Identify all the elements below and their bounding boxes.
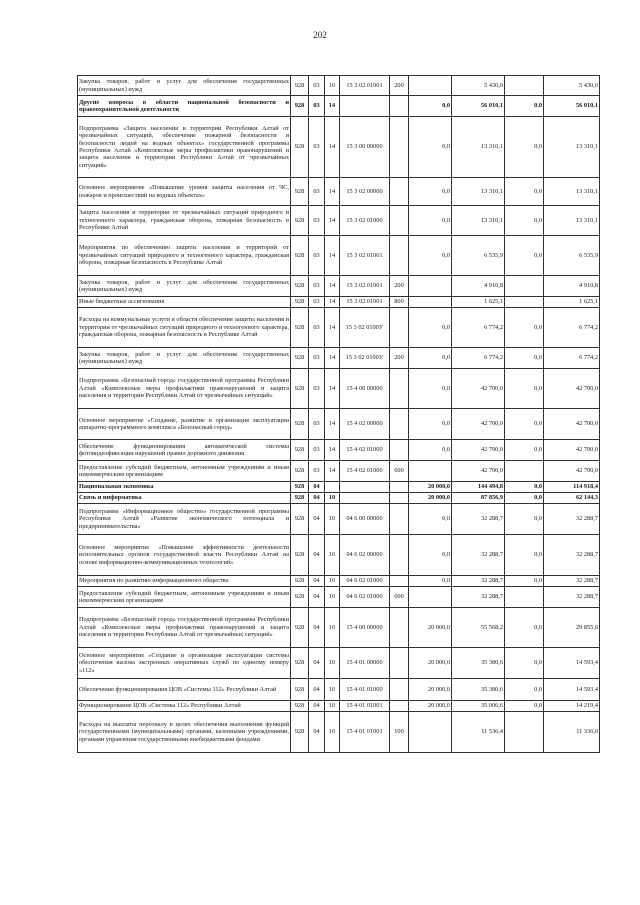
row-section-code: 04 [309, 648, 325, 679]
table-row [78, 236, 600, 276]
row-target-article: 15 3 02 0100У [340, 348, 390, 369]
row-name: Связь и информатика [78, 493, 291, 504]
row-value-2: 5 430,0 [452, 76, 505, 96]
row-subsection-code: 10 [325, 648, 340, 679]
row-target-article: 15 4 01 01001 [340, 701, 390, 712]
row-admin-code: 928 [291, 76, 309, 96]
row-section-code: 04 [309, 701, 325, 712]
row-value-1 [409, 461, 452, 482]
row-admin-code: 928 [291, 96, 309, 117]
table-row [78, 96, 600, 117]
row-name: Функционирование ЦОВ «Системы 112» Республики Алтай [78, 701, 291, 712]
row-subsection-code: 10 [325, 576, 340, 587]
row-value-3: 0,0 [505, 482, 544, 493]
row-admin-code: 928 [291, 461, 309, 482]
row-name: Другие вопросы в области национальной безопасности и правоохранительной деятельности [78, 96, 291, 117]
row-admin-code: 928 [291, 276, 309, 297]
row-value-3: 0,0 [505, 504, 544, 535]
row-name: Предоставление субсидий бюджетным, автономным учреждениям и иным некоммерческим организациям [78, 587, 291, 608]
row-name: Мероприятия по обеспечению защиты населения и территорий от чрезвычайных ситуаций природного и техногенного характера, гражданская оборона, пожарная безопасность в Республике Алтай [78, 236, 291, 276]
row-expense-type [390, 504, 409, 535]
row-value-3: 0,0 [505, 96, 544, 117]
row-value-1: 20 000,0 [409, 493, 452, 504]
row-value-3: 0,0 [505, 648, 544, 679]
table-row [78, 76, 600, 96]
row-name: Основное мероприятие «Создание, развитие и организация эксплуатации аппаратно-программного комплекса «Безопасный город» [78, 409, 291, 440]
row-value-1: 0,0 [409, 348, 452, 369]
row-expense-type [390, 206, 409, 236]
row-value-2: 13 310,1 [452, 178, 505, 206]
table-row [78, 701, 600, 712]
row-name: Расходы на выплаты персоналу в целях обеспечения выполнения функций государственными (муниципальными) органами, казенными учреждениями, органами управления государственными внебюджетными фондами [78, 712, 291, 753]
row-expense-type: 600 [390, 587, 409, 608]
row-target-article: 15 4 01 00000 [340, 648, 390, 679]
row-admin-code: 928 [291, 587, 309, 608]
row-target-article: 15 4 00 00000 [340, 608, 390, 648]
row-value-2: 32 288,7 [452, 587, 505, 608]
row-expense-type [390, 679, 409, 701]
row-value-2: 35 380,6 [452, 648, 505, 679]
table-row [78, 409, 600, 440]
row-value-2: 13 310,1 [452, 117, 505, 178]
row-subsection-code: 10 [325, 608, 340, 648]
row-section-code: 04 [309, 587, 325, 608]
row-expense-type [390, 701, 409, 712]
row-value-4: 32 288,7 [544, 504, 600, 535]
table-row [78, 178, 600, 206]
row-section-code: 03 [309, 348, 325, 369]
row-value-1: 20 000,0 [409, 608, 452, 648]
row-name: Защита населения и территории от чрезвычайных ситуаций природного и техногенного характера, гражданская оборона, пожарная безопасность в Республике Алтай [78, 206, 291, 236]
row-value-4: 114 918,4 [544, 482, 600, 493]
row-value-2: 6 774,2 [452, 348, 505, 369]
row-expense-type [390, 493, 409, 504]
row-name: Закупка товаров, работ и услуг для обеспечения государственных (муниципальных) нужд [78, 348, 291, 369]
row-expense-type [390, 648, 409, 679]
row-target-article: 15 3 02 01001 [340, 276, 390, 297]
table-row [78, 297, 600, 308]
row-section-code: 04 [309, 535, 325, 576]
row-target-article: 15 3 02 01000 [340, 206, 390, 236]
row-subsection-code: 14 [325, 440, 340, 461]
row-value-4: 14 593,4 [544, 648, 600, 679]
row-value-3: 0,0 [505, 369, 544, 409]
row-name: Подпрограмма «Безопасный город» государственной программы Республики Алтай «Комплексные меры профилактики правонарушений и защита населения и территории Республики Алтай от чрезвычайных ситуаций» [78, 369, 291, 409]
row-section-code: 04 [309, 493, 325, 504]
table-row [78, 206, 600, 236]
row-target-article [340, 493, 390, 504]
row-expense-type [390, 409, 409, 440]
row-value-4: 42 700,0 [544, 461, 600, 482]
row-value-3: 0,0 [505, 117, 544, 178]
row-value-3: 0,0 [505, 206, 544, 236]
row-name: Основное мероприятие «Повышение эффективности деятельности исполнительных органов государственной власти Республики Алтай на основе информационно-коммуникационных технологий» [78, 535, 291, 576]
row-name: Закупка товаров, работ и услуг для обеспечения государственных (муниципальных) нужд [78, 276, 291, 297]
row-name: Основное мероприятие «Создание и организация эксплуатации системы обеспечения вызова экстренных оперативных служб по единому номеру «112» [78, 648, 291, 679]
row-target-article [340, 482, 390, 493]
row-section-code: 03 [309, 76, 325, 96]
row-subsection-code: 14 [325, 117, 340, 178]
row-value-4: 42 700,0 [544, 409, 600, 440]
row-value-3: 0,0 [505, 409, 544, 440]
row-admin-code: 928 [291, 576, 309, 587]
row-admin-code: 928 [291, 178, 309, 206]
row-expense-type: 100 [390, 712, 409, 753]
row-value-1 [409, 297, 452, 308]
row-section-code: 03 [309, 96, 325, 117]
row-expense-type: 800 [390, 297, 409, 308]
row-section-code: 03 [309, 308, 325, 348]
row-value-4: 32 288,7 [544, 535, 600, 576]
row-admin-code: 928 [291, 493, 309, 504]
row-subsection-code: 14 [325, 461, 340, 482]
row-section-code: 04 [309, 482, 325, 493]
row-expense-type [390, 535, 409, 576]
row-value-1: 0,0 [409, 308, 452, 348]
row-value-4: 29 855,6 [544, 608, 600, 648]
row-section-code: 03 [309, 206, 325, 236]
row-subsection-code: 10 [325, 679, 340, 701]
row-section-code: 04 [309, 679, 325, 701]
row-value-2: 35 006,6 [452, 701, 505, 712]
row-admin-code: 928 [291, 308, 309, 348]
row-name: Обеспечение функционирования ЦОВ «Системы 112» Республики Алтай [78, 679, 291, 701]
row-value-4: 4 910,8 [544, 276, 600, 297]
row-target-article: 15 4 01 01001 [340, 712, 390, 753]
row-value-1 [409, 76, 452, 96]
row-section-code: 03 [309, 409, 325, 440]
table-row [78, 308, 600, 348]
row-value-1: 0,0 [409, 369, 452, 409]
row-value-3: 0,0 [505, 701, 544, 712]
row-name: Закупка товаров, работ и услуг для обеспечения государственных (муниципальных) нужд [78, 76, 291, 96]
row-value-2: 42 700,0 [452, 461, 505, 482]
row-admin-code: 928 [291, 117, 309, 178]
row-section-code: 03 [309, 369, 325, 409]
table-row [78, 504, 600, 535]
row-expense-type [390, 178, 409, 206]
row-value-1 [409, 587, 452, 608]
row-value-2: 32 288,7 [452, 576, 505, 587]
row-value-1: 20 000,0 [409, 648, 452, 679]
row-name: Основное мероприятие «Повышение уровня защиты населения от ЧС, пожаров и происшествий на водных объектах» [78, 178, 291, 206]
row-subsection-code: 14 [325, 369, 340, 409]
row-subsection-code [325, 482, 340, 493]
row-name: Подпрограмма «Информационное общество» государственной программы Республики Алтай «Развитие экономического потенциала и предпринимательства» [78, 504, 291, 535]
row-name: Предоставление субсидий бюджетным, автономным учреждениям и иным некоммерческим организациям [78, 461, 291, 482]
table-row [78, 276, 600, 297]
row-name: Иные бюджетные ассигнования [78, 297, 291, 308]
row-expense-type [390, 236, 409, 276]
row-section-code: 04 [309, 608, 325, 648]
row-name: Подпрограмма «Защита населения и территории Республики Алтай от чрезвычайных ситуаций, обеспечение пожарной безопасности и безопасности людей на водных объектах» государственной программы Республики Алтай «Комплексные меры профилактики правонарушений и защита населения и территории Республики Алтай от чрезвычайных ситуаций» [78, 117, 291, 178]
row-value-2: 87 856,9 [452, 493, 505, 504]
table-row [78, 461, 600, 482]
row-admin-code: 928 [291, 504, 309, 535]
row-admin-code: 928 [291, 712, 309, 753]
row-value-3: 0,0 [505, 236, 544, 276]
row-value-1 [409, 712, 452, 753]
row-value-3 [505, 461, 544, 482]
row-value-2: 32 288,7 [452, 535, 505, 576]
row-value-3 [505, 587, 544, 608]
row-subsection-code: 14 [325, 348, 340, 369]
row-subsection-code: 14 [325, 409, 340, 440]
row-value-4: 42 700,0 [544, 369, 600, 409]
table-row [78, 482, 600, 493]
row-value-2: 42 700,0 [452, 440, 505, 461]
row-value-1: 0,0 [409, 96, 452, 117]
row-admin-code: 928 [291, 440, 309, 461]
row-admin-code: 928 [291, 608, 309, 648]
row-subsection-code: 10 [325, 493, 340, 504]
row-target-article: 04 6 02 00000 [340, 535, 390, 576]
row-section-code: 04 [309, 712, 325, 753]
row-section-code: 04 [309, 504, 325, 535]
row-value-3: 0,0 [505, 608, 544, 648]
row-value-1: 0,0 [409, 440, 452, 461]
row-target-article: 15 3 02 01001 [340, 76, 390, 96]
row-value-1: 0,0 [409, 178, 452, 206]
row-target-article: 15 3 02 01001 [340, 297, 390, 308]
row-value-1: 0,0 [409, 576, 452, 587]
row-value-2: 55 568,2 [452, 608, 505, 648]
row-value-2: 32 288,7 [452, 504, 505, 535]
row-admin-code: 928 [291, 409, 309, 440]
row-value-4: 6 774,2 [544, 348, 600, 369]
row-expense-type: 200 [390, 76, 409, 96]
row-subsection-code: 10 [325, 587, 340, 608]
row-value-4: 14 219,4 [544, 701, 600, 712]
row-value-4: 13 310,1 [544, 178, 600, 206]
row-subsection-code: 14 [325, 206, 340, 236]
budget-table [77, 75, 600, 753]
row-value-1 [409, 276, 452, 297]
row-section-code: 03 [309, 276, 325, 297]
row-value-1: 0,0 [409, 206, 452, 236]
row-section-code: 03 [309, 461, 325, 482]
row-target-article: 15 3 00 00000 [340, 117, 390, 178]
row-value-3: 0,0 [505, 493, 544, 504]
row-target-article: 15 3 02 01001 [340, 236, 390, 276]
row-admin-code: 928 [291, 206, 309, 236]
row-value-3: 0,0 [505, 440, 544, 461]
row-target-article: 15 3 02 00000 [340, 178, 390, 206]
row-target-article: 04 6 02 01000 [340, 576, 390, 587]
row-value-1: 0,0 [409, 117, 452, 178]
row-admin-code: 928 [291, 482, 309, 493]
row-admin-code: 928 [291, 535, 309, 576]
row-value-1: 20 000,0 [409, 679, 452, 701]
row-value-2: 35 380,6 [452, 679, 505, 701]
row-admin-code: 928 [291, 701, 309, 712]
row-subsection-code: 14 [325, 276, 340, 297]
row-value-2: 4 910,8 [452, 276, 505, 297]
row-section-code: 03 [309, 117, 325, 178]
row-value-1: 0,0 [409, 236, 452, 276]
row-target-article [340, 96, 390, 117]
page-number: 202 [313, 30, 327, 40]
row-value-2: 11 536,4 [452, 712, 505, 753]
row-value-3: 0,0 [505, 679, 544, 701]
row-admin-code: 928 [291, 297, 309, 308]
row-value-2: 42 700,0 [452, 409, 505, 440]
row-admin-code: 928 [291, 236, 309, 276]
row-name: Национальная экономика [78, 482, 291, 493]
row-subsection-code: 14 [325, 297, 340, 308]
row-value-4: 14 593,4 [544, 679, 600, 701]
table-row [78, 648, 600, 679]
row-value-4: 42 700,0 [544, 440, 600, 461]
row-expense-type [390, 369, 409, 409]
row-name: Подпрограмма «Безопасный город» государственной программы Республики Алтай «Комплексные меры профилактики правонарушений и защита населения и территории Республики Алтай от чрезвычайных ситуаций» [78, 608, 291, 648]
row-value-3: 0,0 [505, 178, 544, 206]
row-value-4: 1 625,1 [544, 297, 600, 308]
row-section-code: 03 [309, 178, 325, 206]
table-row [78, 535, 600, 576]
row-expense-type: 200 [390, 348, 409, 369]
row-value-2: 144 494,8 [452, 482, 505, 493]
row-name: Мероприятия по развитию информационного общества [78, 576, 291, 587]
table-row [78, 587, 600, 608]
row-value-4: 6 774,2 [544, 308, 600, 348]
row-value-4: 5 430,0 [544, 76, 600, 96]
row-value-1: 0,0 [409, 504, 452, 535]
row-value-2: 6 535,9 [452, 236, 505, 276]
row-admin-code: 928 [291, 348, 309, 369]
row-expense-type: 600 [390, 461, 409, 482]
row-expense-type [390, 576, 409, 587]
row-value-2: 1 625,1 [452, 297, 505, 308]
row-target-article: 15 4 02 00000 [340, 409, 390, 440]
row-name: Расходы на коммунальные услуги в области обеспечения защиты населения и территории от чрезвычайных ситуаций природного и техногенного характера, гражданская оборона, пожарная безопасность в Республике Алтай [78, 308, 291, 348]
row-value-3 [505, 76, 544, 96]
row-admin-code: 928 [291, 679, 309, 701]
row-value-4: 13 310,1 [544, 206, 600, 236]
row-value-2: 56 010,1 [452, 96, 505, 117]
row-subsection-code: 14 [325, 178, 340, 206]
row-value-4: 13 310,1 [544, 117, 600, 178]
row-subsection-code: 14 [325, 236, 340, 276]
row-target-article: 04 6 00 00000 [340, 504, 390, 535]
row-subsection-code: 14 [325, 96, 340, 117]
row-value-1: 0,0 [409, 409, 452, 440]
row-name: Обеспечение функционирования автоматической системы фотовидеофиксации нарушений правил дорожного движения [78, 440, 291, 461]
row-value-3 [505, 276, 544, 297]
row-target-article: 15 4 02 01000 [340, 461, 390, 482]
row-value-3: 0,0 [505, 308, 544, 348]
table-row [78, 576, 600, 587]
table-row [78, 369, 600, 409]
row-section-code: 03 [309, 236, 325, 276]
row-value-2: 13 310,1 [452, 206, 505, 236]
row-value-4: 32 288,7 [544, 587, 600, 608]
row-expense-type [390, 608, 409, 648]
row-subsection-code: 10 [325, 535, 340, 576]
row-value-1: 20 000,0 [409, 701, 452, 712]
row-value-4: 11 336,0 [544, 712, 600, 753]
row-expense-type [390, 482, 409, 493]
table-row [78, 348, 600, 369]
row-subsection-code: 10 [325, 504, 340, 535]
table-row [78, 493, 600, 504]
row-target-article: 15 4 00 00000 [340, 369, 390, 409]
row-value-2: 6 774,2 [452, 308, 505, 348]
row-target-article: 15 4 01 01000 [340, 679, 390, 701]
row-value-1: 20 000,0 [409, 482, 452, 493]
row-section-code: 03 [309, 297, 325, 308]
row-expense-type [390, 308, 409, 348]
row-value-4: 32 288,7 [544, 576, 600, 587]
row-expense-type [390, 117, 409, 178]
row-subsection-code: 10 [325, 701, 340, 712]
row-value-4: 62 144,3 [544, 493, 600, 504]
row-expense-type: 200 [390, 276, 409, 297]
table-row [78, 679, 600, 701]
row-value-2: 42 700,0 [452, 369, 505, 409]
table-row [78, 117, 600, 178]
row-value-4: 6 535,9 [544, 236, 600, 276]
table-row [78, 712, 600, 753]
row-section-code: 03 [309, 440, 325, 461]
table-row [78, 608, 600, 648]
row-value-4: 56 010,1 [544, 96, 600, 117]
row-value-3: 0,0 [505, 576, 544, 587]
row-target-article: 15 4 02 01000 [340, 440, 390, 461]
row-target-article: 15 3 02 0100У [340, 308, 390, 348]
row-value-1: 0,0 [409, 535, 452, 576]
row-admin-code: 928 [291, 369, 309, 409]
row-subsection-code: 10 [325, 712, 340, 753]
table-row [78, 440, 600, 461]
row-subsection-code: 14 [325, 308, 340, 348]
row-admin-code: 928 [291, 648, 309, 679]
row-value-3: 0,0 [505, 535, 544, 576]
row-section-code: 04 [309, 576, 325, 587]
row-subsection-code: 10 [325, 76, 340, 96]
row-expense-type [390, 440, 409, 461]
row-value-3: 0,0 [505, 348, 544, 369]
row-target-article: 04 6 02 01000 [340, 587, 390, 608]
row-expense-type [390, 96, 409, 117]
row-value-3 [505, 297, 544, 308]
row-value-3 [505, 712, 544, 753]
